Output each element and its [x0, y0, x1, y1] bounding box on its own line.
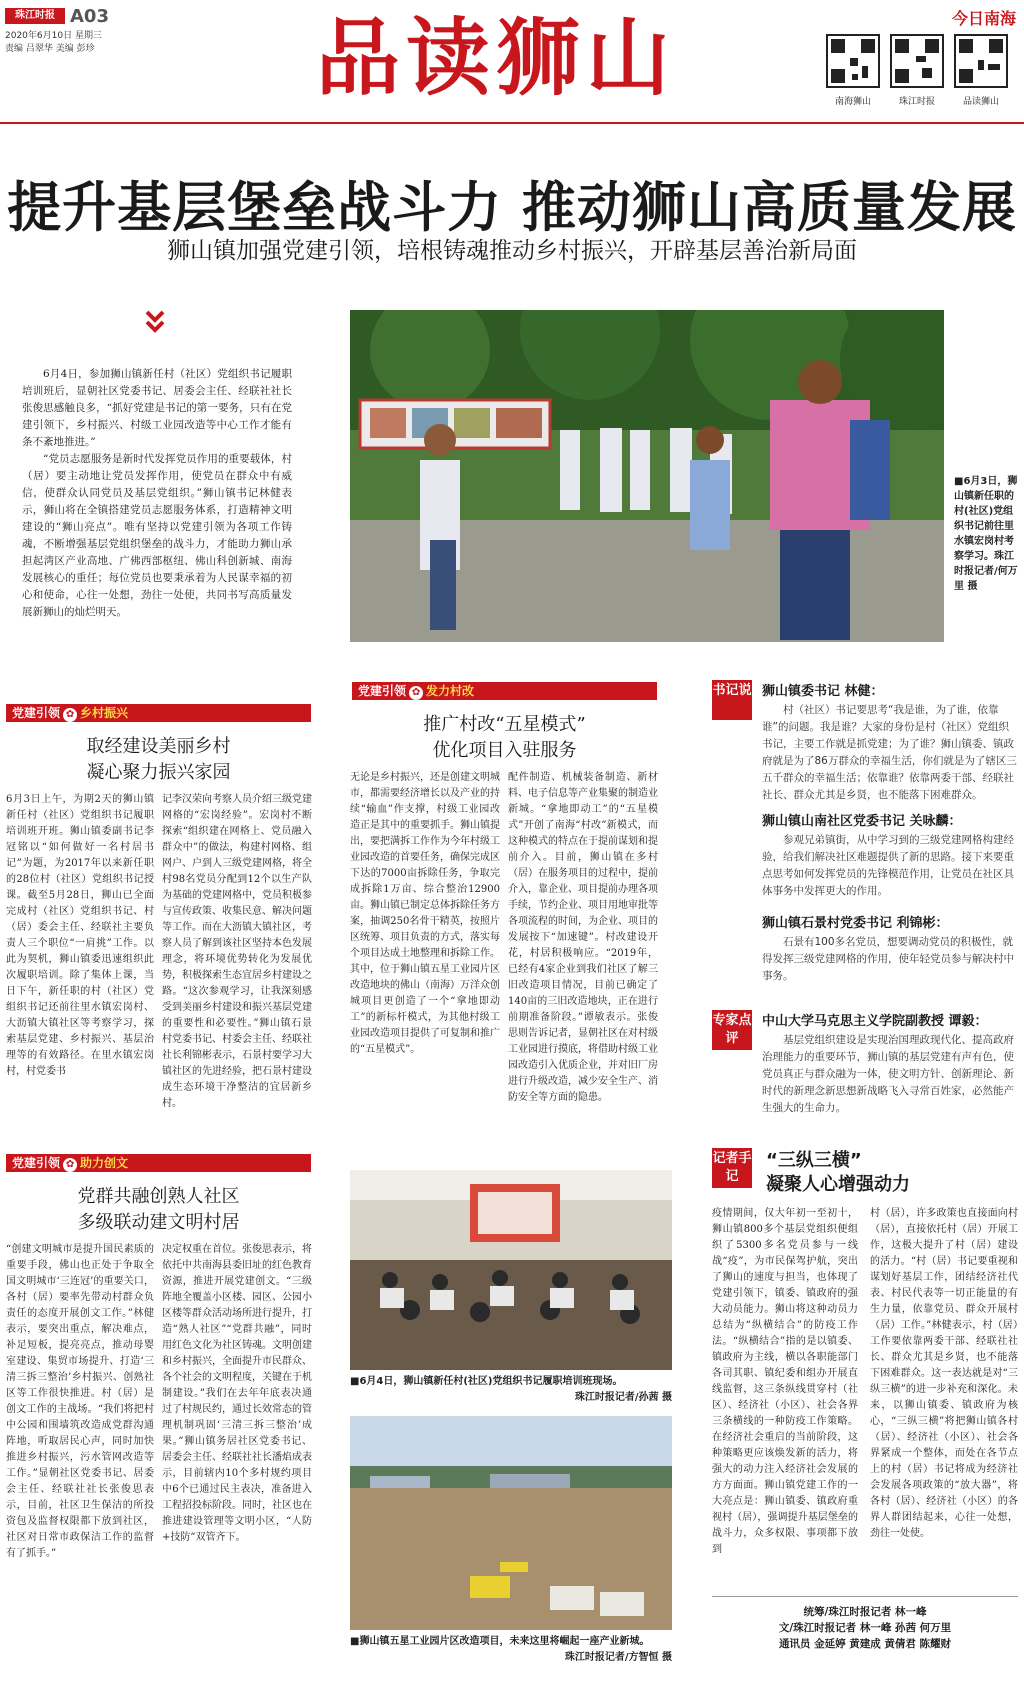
- construction-photo: [350, 1416, 672, 1630]
- quote-head: 狮山镇山南社区党委书记 关咏麟：: [762, 814, 962, 829]
- expert-text: 基层党组织建设是实现治国理政现代化、提高政府治理能力的重要环节，狮山镇的基层党建有声有色，使党员真正与群众融为一体，使文明方针、创新理论、新时代的新理念新思想新战略飞入寻常百姓家，必然能产生强大的生命力。: [762, 1034, 1014, 1114]
- qr-code-icon[interactable]: [890, 34, 944, 88]
- photo-caption: ■6月3日，狮山镇新任职的村(社区)党组织书记前往里水镇宏岗村考察学习。珠江时报记者/何万里 摄: [954, 476, 1018, 592]
- credit-line: 统筹/珠江时报记者 林一峰: [803, 1606, 927, 1618]
- credits: [712, 1604, 1018, 1652]
- article-title: 党群共融创熟人社区 多级联动建文明村居: [77, 1186, 240, 1233]
- credit-line: 文/珠江时报记者 林一峰 孙茜 何万里: [778, 1622, 952, 1634]
- intro-text: [22, 366, 292, 621]
- photo-caption: ■6月4日，狮山镇新任村(社区)党组织书记履职培训班现场。: [350, 1376, 623, 1387]
- article-body: 决定权重在首位。张俊思表示，将依托中共南海县委旧址的红色教育资源，推进开展党建创文。“三级阵地全覆盖小区楼、园区、公园小区楼等群众活动场所进行提升，打造“熟人社区”“党群共融”，同时用红色文化为社区铸魂。文明创建和乡村振兴，全面提升市民群众、各个社会的文明程度，关键在于机制建设。”我们在去年年底表决通过了村规民约，通过长效常态的管理机制巩固‘三清三拆三整治’成果。”狮山镇务居社区党委书记、居委会主任、经联社社长潘焰成表示，目前辖内10个多村规约项目中6个已通过民主表决，准备进入工程招投标阶段。同时，社区也在推进建设管理等文明小区，“人防+技防”双管齐下。: [162, 1244, 312, 1543]
- page-number: A03: [70, 6, 109, 27]
- note-subtitle: 凝聚人心增强动力: [766, 1174, 910, 1195]
- article-title: 推广村改“五星模式” 优化项目入驻服务: [423, 714, 586, 761]
- photo-caption: ■狮山镇五星工业园片区改造项目，未来这里将崛起一座产业新城。: [350, 1636, 650, 1647]
- credit-line: 通讯员 金延婷 黄建成 黄倩君 陈耀财: [778, 1638, 952, 1650]
- secretary-says-label: 书记说: [712, 680, 752, 720]
- main-photo: [350, 310, 944, 642]
- issue-date: 2020年6月10日 星期三: [5, 31, 102, 41]
- article-title: 取经建设美丽乡村 凝心聚力振兴家园: [86, 736, 231, 783]
- chevron-down-icon: [145, 308, 165, 336]
- note-title: “三纵三横”: [766, 1150, 862, 1171]
- quote-head: 狮山镇委书记 林健：: [762, 684, 884, 699]
- article-body: “创建文明城市是提升国民素质的重要手段，佛山也正处于争取全国文明城市‘三连冠’的重要关口，各村（居）要率先带动村群众负责任的态度开展创文工作。”林健表示，要突出重点，解决难点，补足短板，提亮亮点，推动母婴室建设、集贸市场提升、打造‘三清三拆三整治’乡村振兴、创熟社区等工作很快推进。村（居）是创文工作的主战场。“我们将把村中公园和围墙筑改造成党群沟通阵地，听取居民心声，同时加快推进乡村振兴，污水管网改造等工作。”显朝社区党委书记、居委会主任、经联社社长张俊思表示，目前，社区卫生保洁的所投资包及监督权限都下放到社区，社区对日常市政保洁工作的监督有了抓手。”: [6, 1244, 154, 1559]
- article-body: 6月3日上午，为期2天的狮山镇新任村（社区）党组织书记履职培训班开班。狮山镇委副书记李冠铭以“如何做好一名村居书记”为题，为2017年以来新任职的28位村（社区）党组织书记授课。截至5月28日，狮山已全面完成村（社区）党组织书记、村（居）委会主任、经联社主要负责人三个职位“一肩挑”工作。以此为契机，狮山镇委迅速组织此次履职培训。除了集体上课，当日下午，新任职的村（社区）党组织书记还前往里水镇宏岗村、大沥镇大镇社区等考察学习，探索基层党建、乡村振兴、基层治理等的有效路径。在里水镇宏岗村，村党委书: [6, 794, 154, 1077]
- note-body: 疫情期间，仅大年初一至初十，狮山镇800多个基层党组织便组织了5300多名党员参与一线战“疫”，为市民保驾护航，突出了狮山的速度与担当，也体现了党建引领下，镇委、镇政府的强大动员能力。狮山将这种动员力总结为“纵横结合”的防疫工作法。“纵横结合”指的是以镇委、镇政府为主线，横以各职能部门各司其职、镇纪委和组办开展直线监督，这三条纵线贯穿村（社区）、经济社（小区）、社会各界三条横线的一种防疫工作策略。在经济社会重启的当前阶段，这种策略更应该焕发新的活力，将强大的动力注入经济社会发展的方方面面。狮山镇党建工作的一大亮点是：狮山镇委、镇政府重视村（居），强调提升基层堡垒的战斗力，众多权限、事项都下放到: [712, 1208, 858, 1555]
- intro-paragraph: “党员志愿服务是新时代发挥党员作用的重要载体，村（居）要主动地让党员发挥作用，使党员在群众中有威信，使群众认同党员及基层党组织。”狮山镇书记林健表示，狮山将在全镇搭建党员志愿服务体系，打造精神文明建设的“狮山亮点”。唯有坚持以党建引领为各项工作铸魂，不断增强基层党组织堡垒的战斗力，才能助力狮山承担起湾区产业高地、广佛西部枢纽、佛山科创新城、南海发展核心的重任；每位党员也要秉承着为人民谋幸福的初心和使命，心往一处想，劲往一处使，共同书写高质量发展新狮山的灿烂明天。: [22, 453, 292, 618]
- qr-label: 品读狮山: [962, 97, 999, 107]
- qr-code-icon[interactable]: [826, 34, 880, 88]
- editors: 责编 吕翠华 美编 彭珍: [5, 44, 95, 54]
- section-tag: 党建引领 ✿ 发力村改: [352, 682, 657, 700]
- sub-headline: 狮山镇加强党建引领，培根铸魂推动乡村振兴，开辟基层善治新局面: [167, 238, 857, 264]
- qr-label: 珠江时报: [898, 97, 935, 107]
- qr-code-icon[interactable]: [954, 34, 1008, 88]
- reporter-note-label: 记者手记: [712, 1148, 752, 1188]
- note-body: 村（居），许多政策也直接面向村（居），直接依托村（居）开展工作，这极大提升了村（居）建设的活力。“村（居）书记要重视和谋划好基层工作，团结经济社代表、村民代表等一切正能量的有生力量，依靠党员、群众开展村（居）工作。”林健表示，村（居）工作要依靠两委干部、经联社社长、群众尤其是乡贤，也不能落下困难群众。这一表达就是对“三纵三横”的进一步补充和深化。未来，以狮山镇委、镇政府为核心，“三纵三横”将把狮山镇各村（居）、经济社（小区）、社会各界紧成一个整体，而处在各节点上的村（居）书记将成为经济社会发展各项政策的“放大器”，将各村（居）、经济社（小区）的各界人群团结起来，心往一处想，劲往一处使。: [870, 1208, 1018, 1539]
- section-tag: 党建引领 ✿ 助力创文: [6, 1154, 311, 1172]
- article-body: 配件制造、机械装备制造、新材料、电子信息等产业集聚的制造业新城。“拿地即动工”的“五星模式”开创了南海“村改”新模式，而这种模式的特点在于提前谋划和提前介入。目前，狮山镇在多村（居）在服务项目的过程中，提前介入，靠企业、项目提前办理各项手续，节约企业、项目用地审批等各项流程的时间，为企业、项目的发展按下“加速键”。村改建设开花，村居积极响应。“2019年，已经有4家企业到我们社区了解三旧改造项目情况，目前已确定了140亩的三旧改造地块，正在进行前期准备阶段。”谭敏表示。张俊思则告诉记者，显朝社区在对村级工业园进行摸底，将借助村级工业园改造引入优质企业，并对旧厂房进行升级改造，减少安全生产、消防安全等方面的隐患。: [508, 772, 658, 1103]
- article-body: 记李汉荣向考察人员介绍三级党建网格的“宏岗经验”。宏岗村不断探索“组织建在网格上、党员融入群众中”的做法，构建村网格、组网户、户到人三级党建网格，将全村98名党员分配到12个以生产队为基础的党建网格中，党员积极参与宣传政策、收集民意、解决问题等工作。而在大沥镇大镇社区，考察人员了解到该社区坚持本色发展理念，将环境优势转化为发展优势，积极探索生态宜居乡村建设之路。“这次参观学习，让我深刻感受到美丽乡村建设和振兴基层党建的重要性和必要性。”狮山镇石景村党委书记、村委会主任、经联社社长利锦彬表示，石景村要学习大镇社区的先进经验，把石景村建设成生态环境干净整洁的宜居新乡村。: [162, 794, 312, 1109]
- training-photo: [350, 1170, 672, 1370]
- today-nanhai: 今日南海: [951, 9, 1016, 28]
- quote-text: 参观兄弟镇街，从中学习到的三级党建网格构建经验，给我们解决社区难题提供了新的思路。接下来要重点思考如何发挥党员的先锋模范作用，让党员在社区具体事务中发挥更大的作用。: [762, 834, 1014, 897]
- quote-head: 狮山镇石景村党委书记 利锦彬：: [762, 916, 949, 931]
- newspaper-logo: 珠江时报: [5, 8, 65, 24]
- main-headline: 提升基层堡垒战斗力 推动狮山高质量发展: [7, 176, 1017, 239]
- quote-text: 村（社区）书记要思考“我是谁，为了谁，依靠谁”的问题。我是谁？大家的身份是村（社区）党组织书记，主要工作就是抓党建；为了谁？狮山镇委、镇政府就是为了86万群众的幸福生活，你们就是为了辖区三五千群众的幸福生活；依靠谁？依靠两委干部、经联社社长、群众尤其是乡贤，也不能落下困难群众。: [762, 704, 1017, 801]
- intro-paragraph: 6月4日，参加狮山镇新任村（社区）党组织书记履职培训班后，显朝社区党委书记、居委会主任、经联社社长张俊思感触良多，“抓好党建是书记的第一要务，只有在党建引领下，乡村振兴、村级工业园改造等中心工作才能有条不紊地推进。”: [22, 368, 292, 448]
- article-body: 无论是乡村振兴，还是创建文明城市，都需要经济增长以及产业的持续“输血”作支撑，村级工业园改造正是其中的重要抓手。狮山镇提出，要把满拆工作作为今年村级工业园改造的首要任务，确保完成区下达的7000亩拆除任务，争取完成拆除1万亩、综合整治12900亩。狮山镇已制定总体拆除任务方案，抽调250名骨干精英，按照片区统筹、项目负责的方式，落实每个项目达成土地整理和拆除工作。其中，位于狮山镇五星工业园片区改造地块的佛山（南海）万洋众创城项目更创造了一个“拿地即动工”的新标杆模式，为其他村级工业园改造项目提供了可复制和推广的“五星模式”。: [350, 772, 500, 1055]
- masthead-rule: [0, 122, 1024, 124]
- quote-text: 石景有100多名党员，想要调动党员的积极性，就得发挥三级党建网格的作用，使年轻党员参与解决村中事务。: [762, 936, 1014, 982]
- qr-label: 南海狮山: [834, 97, 871, 107]
- photo-credit: 珠江时报记者/孙茜 摄: [574, 1392, 672, 1403]
- expert-comment-label: 专家点评: [712, 1010, 752, 1050]
- section-title: 品读狮山: [316, 8, 677, 107]
- divider: [712, 1596, 1018, 1597]
- expert-head: 中山大学马克思主义学院副教授 谭毅：: [762, 1014, 988, 1029]
- photo-credit: 珠江时报记者/方智恒 摄: [564, 1652, 672, 1663]
- section-tag: 党建引领 ✿ 乡村振兴: [6, 704, 311, 722]
